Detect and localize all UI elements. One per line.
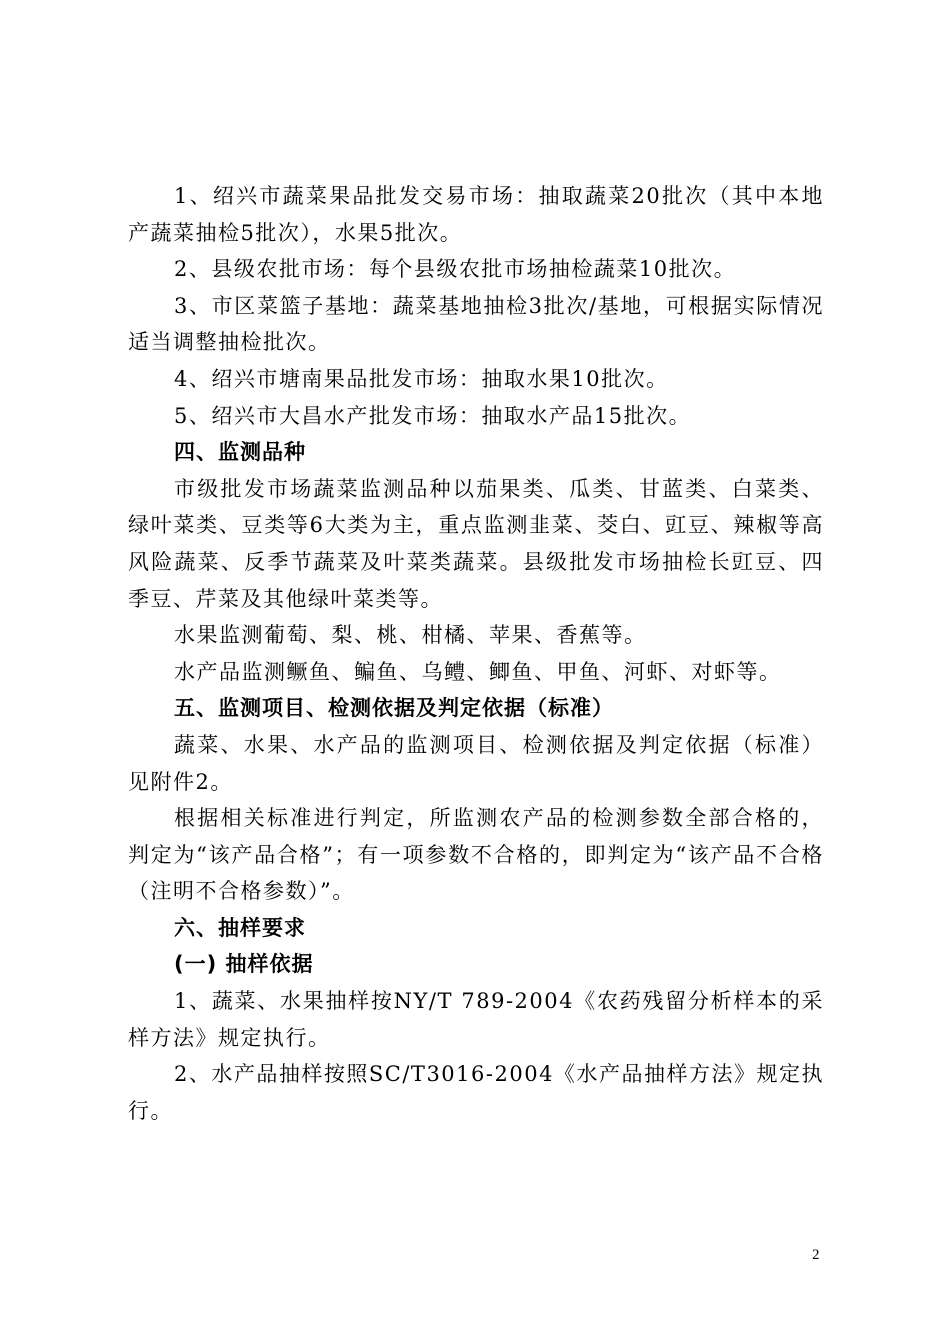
section-heading-monitoring-items: 五、监测项目、检测依据及判定依据（标准） [174, 696, 614, 721]
paragraph-aquatic-sampling-standard: 2、水产品抽样按照SC/T3016-2004《水产品抽样方法》规定执行。 [128, 1062, 824, 1123]
paragraph-sampling-shaoxing-vegetable-market: 1、绍兴市蔬菜果品批发交易市场：抽取蔬菜20批次（其中本地产蔬菜抽检5批次），水果5批次。 [128, 184, 824, 245]
section-heading-monitoring-varieties: 四、监测品种 [174, 440, 306, 465]
section-heading-sampling-requirements: 六、抽样要求 [174, 915, 306, 940]
paragraph-aquatic-varieties: 水产品监测鳜鱼、鳊鱼、乌鳢、鲫鱼、甲鱼、河虾、对虾等。 [174, 659, 782, 684]
subsection-heading-sampling-basis: (一) 抽样依据 [174, 952, 314, 977]
paragraph-sampling-county-market: 2、县级农批市场：每个县级农批市场抽检蔬菜10批次。 [174, 257, 737, 282]
paragraph-vegetable-fruit-sampling-standard: 1、蔬菜、水果抽样按NY/T 789-2004《农药残留分析样本的采样方法》规定执行。 [128, 989, 824, 1050]
paragraph-monitoring-items-appendix: 蔬菜、水果、水产品的监测项目、检测依据及判定依据（标准）见附件2。 [128, 732, 824, 794]
paragraph-fruit-varieties: 水果监测葡萄、梨、桃、柑橘、苹果、香蕉等。 [174, 623, 647, 648]
page-number: 2 [812, 1247, 820, 1263]
paragraph-judgement-rule: 根据相关标准进行判定，所监测农产品的检测参数全部合格的，判定为“该产品合格”；有一项参数不合格的，即判定为“该产品不合格（注明不合格参数）”。 [128, 806, 824, 904]
paragraph-vegetable-varieties: 市级批发市场蔬菜监测品种以茄果类、瓜类、甘蓝类、白菜类、绿叶菜类、豆类等6大类为主，重点监测韭菜、茭白、豇豆、辣椒等高风险蔬菜、反季节蔬菜及叶菜类蔬菜。县级批发市场抽检长豇豆、四季豆、芹菜及其他绿叶菜类等。 [128, 476, 824, 611]
paragraph-sampling-tangnan-fruit-market: 4、绍兴市塘南果品批发市场：抽取水果10批次。 [174, 366, 669, 391]
paragraph-sampling-vegetable-base: 3、市区菜篮子基地：蔬菜基地抽检3批次/基地，可根据实际情况适当调整抽检批次。 [128, 293, 824, 355]
document-body [128, 178, 824, 1129]
paragraph-sampling-dachang-aquatic-market: 5、绍兴市大昌水产批发市场：抽取水产品15批次。 [174, 403, 692, 428]
